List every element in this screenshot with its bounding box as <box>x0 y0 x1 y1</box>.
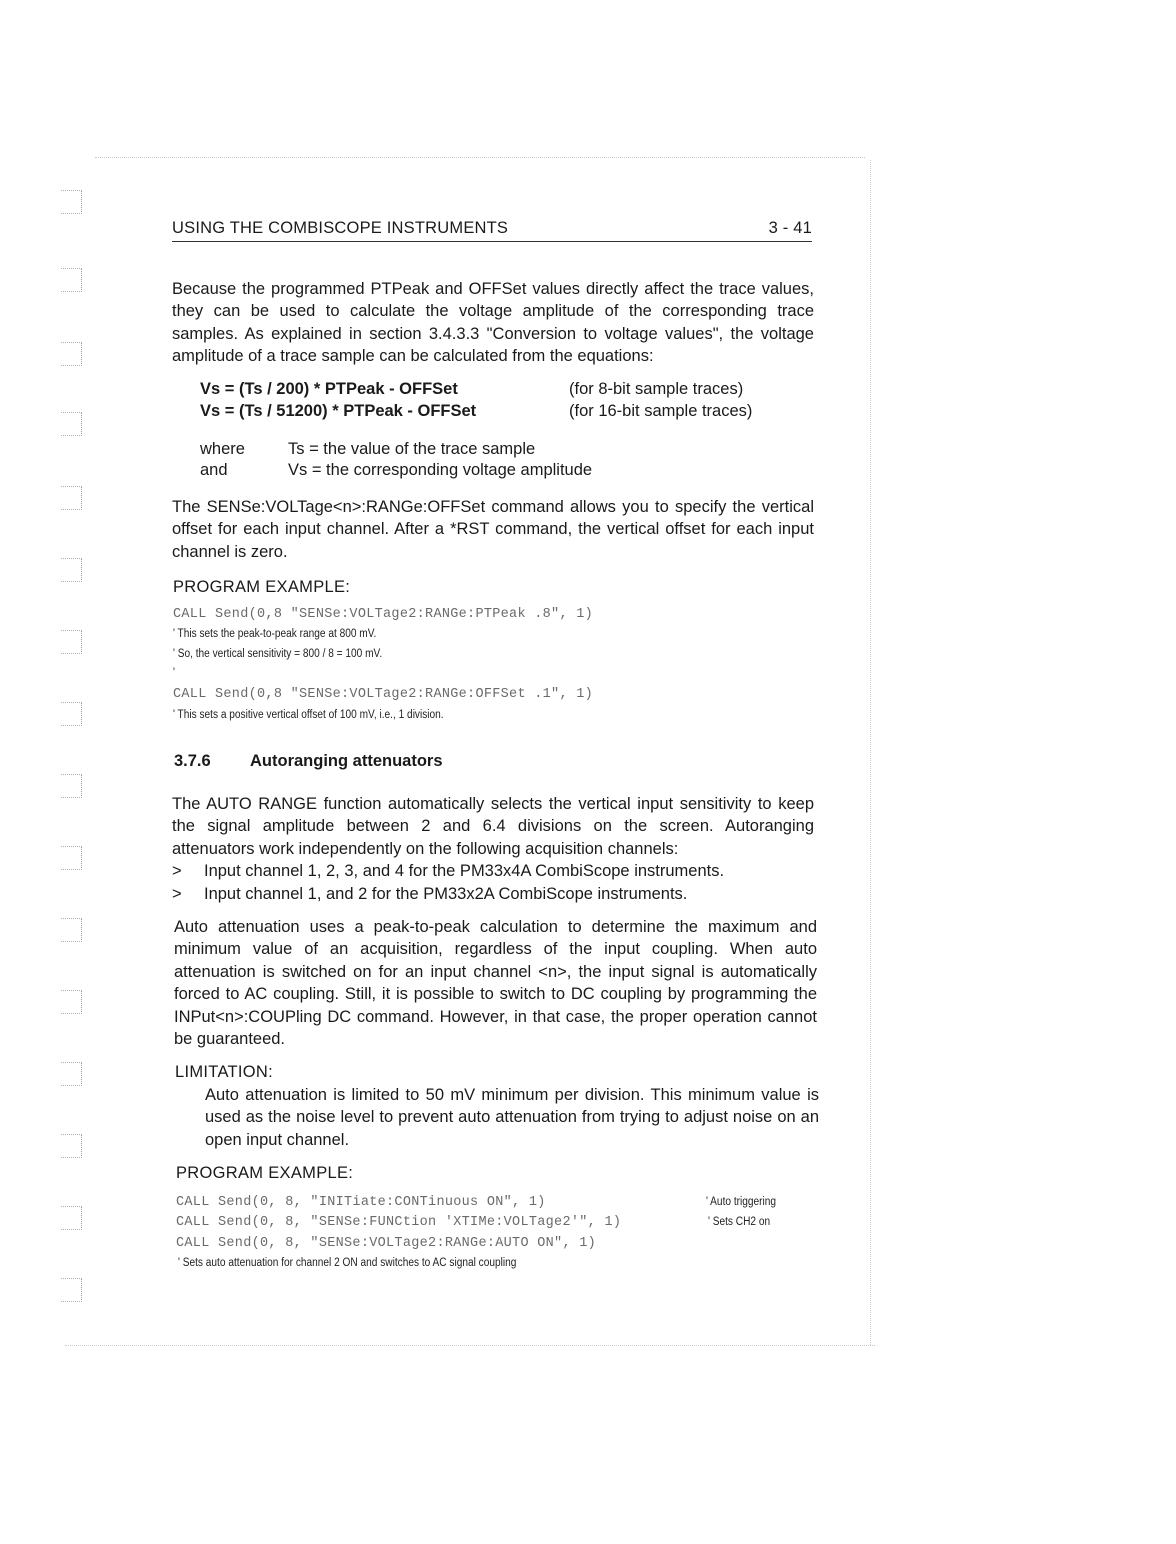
binder-mark <box>61 1278 82 1302</box>
definition-desc: Ts = the value of the trace sample <box>288 440 536 458</box>
code-comment: ' Auto triggering <box>706 1196 777 1208</box>
bullet-mark: > <box>172 884 182 903</box>
page-number: 3 - 41 <box>768 219 812 237</box>
code-comment: ' So, the vertical sensitivity = 800 / 8 = 100 mV. <box>173 648 383 660</box>
binder-mark <box>61 630 82 654</box>
program-example-label: PROGRAM EXAMPLE: <box>176 1164 354 1182</box>
section-number: 3.7.6 <box>174 752 211 770</box>
equation-formula: Vs = (Ts / 200) * PTPeak - OFFSet <box>200 380 458 398</box>
list-item <box>172 883 814 905</box>
binder-hole-marks <box>55 190 95 1310</box>
auto-range-block <box>172 793 814 905</box>
definition-row <box>200 440 800 462</box>
list-item <box>172 860 814 882</box>
bullet-text: Input channel 1, 2, 3, and 4 for the PM33x4A CombiScope instruments. <box>204 862 725 881</box>
program-example-label: PROGRAM EXAMPLE: <box>173 578 351 596</box>
page-frame-right <box>870 160 871 1345</box>
binder-mark <box>61 918 82 942</box>
binder-mark <box>61 990 82 1014</box>
bullet-mark: > <box>172 862 182 881</box>
code-comment: ' Sets CH2 on <box>708 1216 771 1228</box>
auto-range-paragraph: The AUTO RANGE function automatically selects the vertical input sensitivity to keep the signal amplitude between 2 and 6.4 divisions on the screen. Autoranging attenuators work independently on the following acquisition channels: <box>172 795 814 858</box>
header-title: USING THE COMBISCOPE INSTRUMENTS <box>172 219 509 237</box>
code-comment: ' This sets the peak-to-peak range at 800 mV. <box>173 628 377 640</box>
limitation-label: LIMITATION: <box>175 1063 274 1081</box>
equation-note: (for 16-bit sample traces) <box>569 402 753 420</box>
code-comment: ' Sets auto attenuation for channel 2 ON and switches to AC signal coupling <box>178 1257 517 1269</box>
binder-mark <box>61 1206 82 1230</box>
code-line: CALL Send(0, 8, "SENSe:VOLTage2:RANGe:AUTO ON", 1) <box>176 1236 597 1251</box>
auto-attenuation-paragraph: Auto attenuation uses a peak-to-peak calculation to determine the maximum and minimum value of an acquisition, regardless of the input coupling. When auto attenuation is switched on for an input channel <n>, the input signal is automatically forced to AC coupling. Still, it is possible to switch to DC coupling by programming the INPut<n>:COUPling DC command. However, in that case, the proper operation cannot be guaranteed. <box>174 918 817 1049</box>
running-header <box>172 219 812 242</box>
definition-desc: Vs = the corresponding voltage amplitude <box>288 461 593 479</box>
equation-row <box>200 380 820 402</box>
binder-mark <box>61 486 82 510</box>
binder-mark <box>61 774 82 798</box>
section-title: Autoranging attenuators <box>250 752 443 770</box>
intro-paragraph: Because the programmed PTPeak and OFFSet values directly affect the trace values, they can be used to calculate the voltage amplitude of the corresponding trace samples. As explained in section 3.4.3.3 "Conversion to voltage values", the voltage amplitude of a trace sample can be calculated from the equations: <box>172 280 814 366</box>
page-frame-bottom <box>65 1345 875 1346</box>
definition-row <box>200 461 800 483</box>
definition-term: and <box>200 461 228 479</box>
offset-paragraph: The SENSe:VOLTage<n>:RANGe:OFFSet command allows you to specify the vertical offset for each input channel. After a *RST command, the vertical offset for each input channel is zero. <box>172 498 814 561</box>
code-line: CALL Send(0, 8, "SENSe:FUNCtion 'XTIMe:VOLTage2'", 1) <box>176 1215 622 1230</box>
binder-mark <box>61 558 82 582</box>
code-comment: ' This sets a positive vertical offset of 100 mV, i.e., 1 division. <box>173 709 444 721</box>
equation-row <box>200 402 820 424</box>
binder-mark <box>61 1062 82 1086</box>
limitation-text: Auto attenuation is limited to 50 mV minimum per division. This minimum value is used as the noise level to prevent auto attenuation from trying to adjust noise on an open input channel. <box>205 1086 819 1149</box>
equation-formula: Vs = (Ts / 51200) * PTPeak - OFFSet <box>200 402 477 420</box>
code-line: CALL Send(0,8 "SENSe:VOLTage2:RANGe:OFFSet .1", 1) <box>173 687 594 702</box>
code-line: CALL Send(0,8 "SENSe:VOLTage2:RANGe:PTPeak .8", 1) <box>173 607 594 622</box>
page-frame-top <box>95 157 865 158</box>
binder-mark <box>61 1134 82 1158</box>
binder-mark <box>61 412 82 436</box>
code-comment: ' <box>173 667 175 679</box>
binder-mark <box>61 702 82 726</box>
definition-term: where <box>200 440 245 458</box>
binder-mark <box>61 342 82 366</box>
binder-mark <box>61 190 82 214</box>
code-line: CALL Send(0, 8, "INITiate:CONTinuous ON", 1) <box>176 1195 546 1210</box>
binder-mark <box>61 268 82 292</box>
equation-note: (for 8-bit sample traces) <box>569 380 744 398</box>
binder-mark <box>61 846 82 870</box>
bullet-text: Input channel 1, and 2 for the PM33x2A CombiScope instruments. <box>204 884 688 903</box>
